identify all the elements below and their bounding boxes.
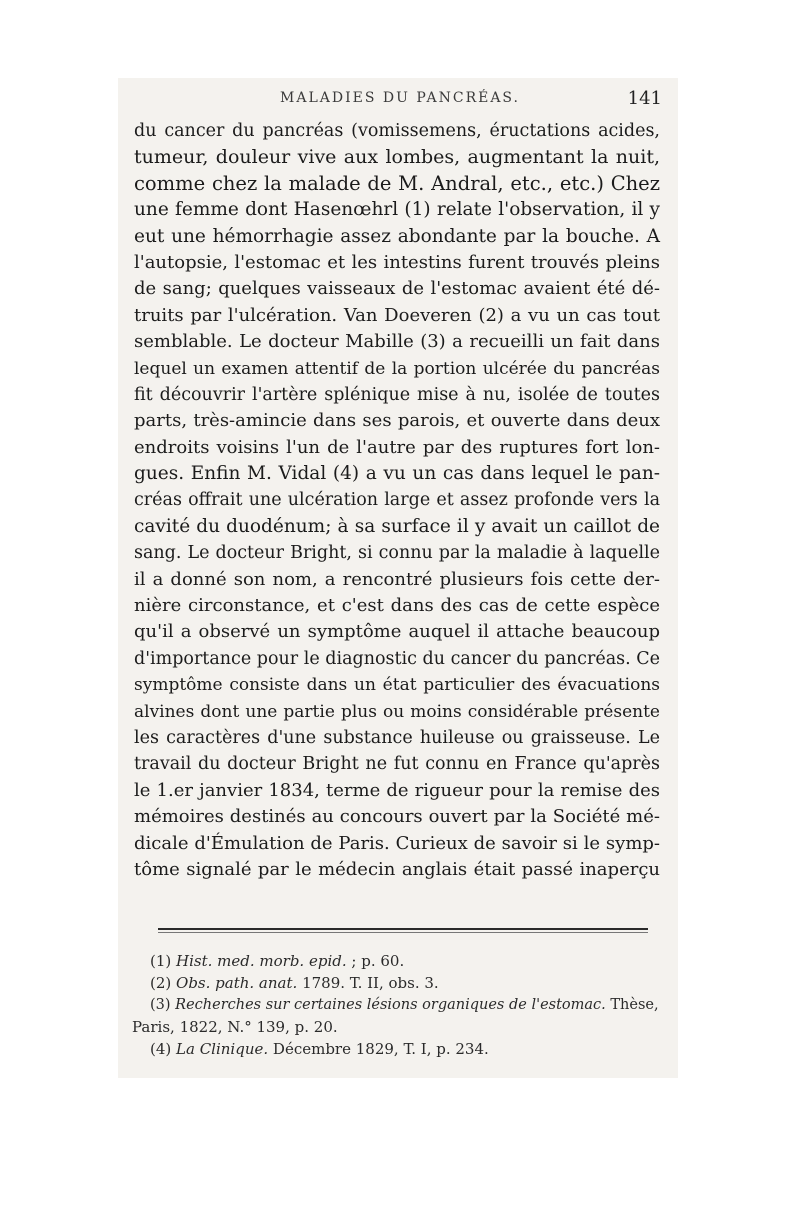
footnote-number: (3)	[150, 997, 171, 1013]
text-line: fit découvrir l'artère splénique mise à nu, isolée de toutes	[134, 384, 660, 405]
footnote-rule	[158, 928, 648, 930]
footnote-number: (1)	[150, 952, 172, 970]
text-line: de sang; quelques vaisseaux de l'estomac avaient été dé-	[134, 278, 660, 300]
footnote-number: (2)	[150, 974, 172, 992]
footnote-title: Recherches sur certaines lésions organiques de l'estomac.	[175, 997, 606, 1013]
text-line: dicale d'Émulation de Paris. Curieux de savoir si le symp-	[134, 832, 660, 854]
footnote-number: (4)	[150, 1040, 172, 1058]
text-line: l'autopsie, l'estomac et les intestins furent trouvés pleins	[134, 251, 660, 273]
text-line: endroits voisins l'un de l'autre par des ruptures fort lon-	[134, 436, 660, 458]
running-title: MALADIES DU PANCRÉAS.	[280, 90, 520, 106]
text-line: eut une hémorrhagie assez abondante par la bouche. A	[134, 225, 660, 247]
text-line: qu'il a observé un symptôme auquel il attache beaucoup	[134, 621, 660, 643]
footnote-3-continued: Paris, 1822, N.° 139, p. 20.	[132, 1018, 338, 1036]
text-line: les caractères d'une substance huileuse ou graisseuse. Le	[134, 727, 660, 748]
body-text	[134, 118, 660, 883]
text-line: tôme signalé par le médecin anglais était passé inaperçu	[134, 858, 660, 880]
text-line: gues. Enfin M. Vidal (4) a vu un cas dans lequel le pan-	[134, 463, 660, 485]
footnote-1	[132, 950, 660, 972]
text-line: truits par l'ulcération. Van Doeveren (2) a vu un cas tout	[134, 304, 660, 326]
footnote-title: Hist. med. morb. epid.	[176, 952, 347, 970]
text-line: tumeur, douleur vive aux lombes, augmentant la nuit,	[134, 146, 660, 169]
footnote-2	[132, 972, 660, 994]
text-line: cavité du duodénum; à sa surface il y avait un caillot de	[134, 515, 660, 537]
text-line: d'importance pour le diagnostic du cancer du pancréas. Ce	[134, 648, 660, 669]
text-line: le 1.er janvier 1834, terme de rigueur pour la remise des	[134, 779, 660, 801]
text-line: sang. Le docteur Bright, si connu par la maladie à laquelle	[134, 543, 660, 564]
footnote-detail: Décembre 1829, T. I, p. 234.	[272, 1040, 489, 1058]
book-page	[118, 78, 678, 1078]
text-line: il a donné son nom, a rencontré plusieurs fois cette der-	[134, 568, 660, 590]
text-line: travail du docteur Bright ne fut connu en France qu'après	[134, 754, 660, 775]
page-number: 141	[627, 88, 662, 109]
footnote-title: La Clinique.	[176, 1040, 269, 1058]
footnote-rule-thin	[158, 932, 648, 933]
text-line: du cancer du pancréas (vomissemens, éructations acides,	[134, 121, 660, 141]
text-line: parts, très-amincie dans ses parois, et ouverte dans deux	[134, 410, 660, 432]
text-line: comme chez la malade de M. Andral, etc., etc.) Chez	[134, 171, 660, 195]
footnote-detail: 1789. T. II, obs. 3.	[302, 974, 439, 992]
running-head	[138, 90, 662, 116]
footnote-title: Obs. path. anat.	[176, 974, 298, 992]
text-line: alvines dont une partie plus ou moins considérable présente	[134, 701, 660, 722]
text-line: lequel un examen attentif de la portion ulcérée du pancréas	[134, 358, 660, 379]
footnote-detail: ; p. 60.	[351, 952, 405, 970]
text-line: semblable. Le docteur Mabille (3) a recueilli un fait dans	[134, 331, 660, 353]
footnotes	[132, 950, 660, 1060]
text-line: mémoires destinés au concours ouvert par la Société mé-	[134, 806, 660, 828]
text-line: une femme dont Hasenœhrl (1) relate l'observation, il y	[134, 199, 660, 221]
text-line: symptôme consiste dans un état particulier des évacuations	[134, 675, 660, 696]
footnote-4	[132, 1038, 660, 1060]
text-line: nière circonstance, et c'est dans des cas de cette espèce	[134, 595, 660, 617]
footnote-detail: Thèse,	[610, 997, 659, 1013]
text-line: créas offrait une ulcération large et assez profonde vers la	[134, 490, 660, 511]
footnote-3	[132, 994, 660, 1016]
